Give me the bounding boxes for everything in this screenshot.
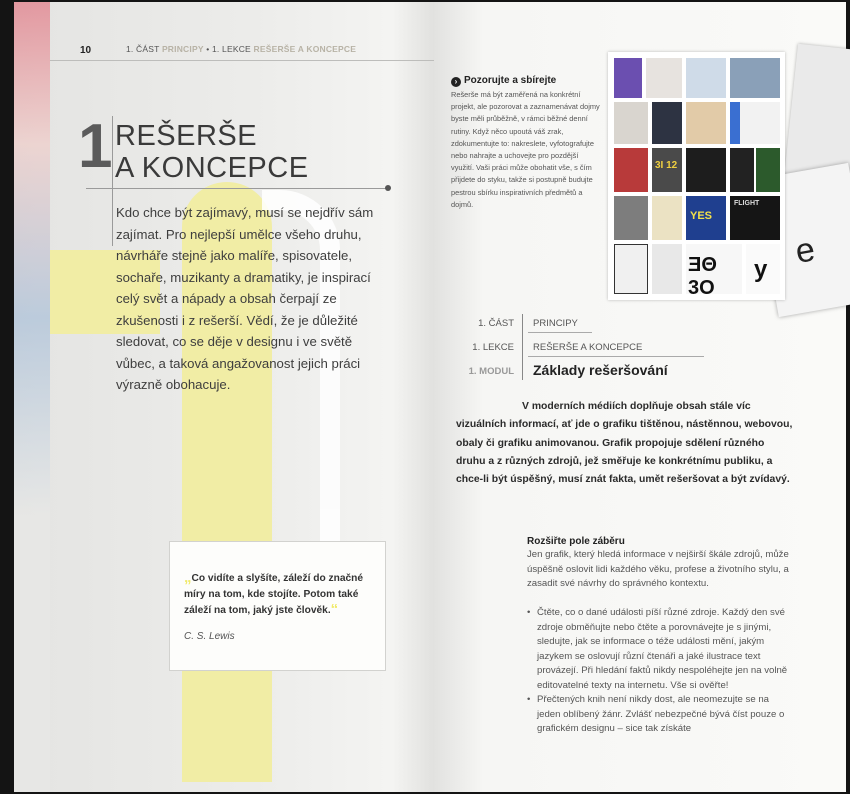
left-page bbox=[14, 2, 444, 792]
bullet-list bbox=[527, 606, 795, 737]
mosaic-tile bbox=[614, 244, 648, 294]
structure-vertical-rule bbox=[522, 314, 523, 380]
card-letter: e bbox=[792, 230, 818, 271]
quote-open-mark: „ bbox=[184, 569, 192, 586]
mosaic-tile-text: FLIGHT bbox=[734, 200, 760, 207]
quote-author: C. S. Lewis bbox=[184, 631, 235, 642]
title-rule-dot bbox=[385, 185, 391, 191]
running-head-lesson: 1. LEKCE bbox=[212, 44, 254, 54]
arrow-circle-icon: › bbox=[451, 77, 461, 87]
lead-paragraph: V moderních médiích doplňuje obsah stále víc vizuálních informací, ať jde o grafiku tištěnou, nástěnnou, webovou, obaly či grafiku animovanou. Grafik propojuje sdělení různého druhu a z různých zdrojů, jež směřuje ke konkrétnímu publiku, a chce-li být úspěšný, musí znát fakta, umět rešeršovat a být zvídavý. bbox=[456, 401, 793, 486]
bullet-item: • Čtěte, co o dané události píší různé zdroje. Každý den své zdroje obměňujte nebo čtěte a porovnávejte je s jinými, sledujte, jak se informace o téže události mění, jakým jazykem se oslovují různí čtenáři a jaké ilustrace text provázejí. Při hledání faktů nikdy nespoléhejte jen na volně editovatelné texty na internetu. Vše si ověřte! bbox=[527, 606, 795, 693]
chapter-title-line2: A KONCEPCE bbox=[115, 152, 309, 184]
mosaic-tile bbox=[652, 196, 682, 240]
mosaic-tile bbox=[730, 148, 754, 192]
intro-paragraph: Kdo chce být zajímavý, musí se nejdřív sám zajímat. Pro nejlepší umělce všeho druhu, návrháře stejně jako malíře, spisovatele, sochaře, muzikanty a dramatiky, je inspirací celý svět a nápady a obsah čerpají ze zkušenosti i z rešerší. Vědí, že je důležité sledovat, co se děje v designu i ve světě vůbec, a taková angažovanost jejich práci výrazně obohacuje. bbox=[116, 205, 374, 392]
title-vertical-rule bbox=[112, 116, 113, 246]
section-body: Jen grafik, který hledá informace v nejširší škále zdrojů, může úspěšně oslovit lidi každého věku, profese a životního stylu, a zasadit své návrhy do správného kontextu. bbox=[527, 549, 789, 589]
structure-label-module: 1. MODUL bbox=[468, 366, 514, 377]
mosaic-tile bbox=[730, 196, 780, 240]
title-rule bbox=[86, 188, 386, 189]
sidebar-title bbox=[451, 75, 556, 87]
quote-text: Co vidíte a slyšíte, záleží do značné míry na tom, kde stojíte. Potom také záleží na tom, jaký jste člověk. bbox=[184, 573, 364, 616]
sidebar-body: Rešerše má být zaměřená na konkrétní projekt, ale pozorovat a zaznamenávat dojmy byste měli průběžně, v rámci běžné denní rutiny. Když něco upoutá váš zrak, zdokumentujte to: nakreslete, vyfotografujte nebo nahrajte a uchovejte pro pozdější využití. Vaši práci může obohatit vše, s čím přijdete do styku, takže si postupně budujte pestrou sbírku inspirativních předmětů a dojmů. bbox=[451, 90, 600, 209]
running-head-sep: • bbox=[203, 44, 212, 54]
structure-rule bbox=[528, 332, 592, 333]
mosaic-tile bbox=[652, 244, 682, 294]
chapter-title-line1: REŠERŠE bbox=[115, 120, 258, 152]
running-head-part-name: PRINCIPY bbox=[161, 44, 204, 54]
running-head bbox=[126, 44, 356, 54]
mosaic-tile bbox=[652, 148, 682, 192]
structure-label-part: 1. ČÁST bbox=[478, 318, 514, 329]
chapter-number: 1 bbox=[78, 112, 113, 181]
mosaic-tile bbox=[614, 196, 648, 240]
quote-box bbox=[169, 541, 386, 671]
mosaic-tile bbox=[614, 148, 648, 192]
section-title: Rozšiřte pole záběru bbox=[527, 536, 625, 547]
module-title: Základy rešeršování bbox=[533, 362, 668, 378]
running-head-lesson-name: REŠERŠE A KONCEPCE bbox=[253, 44, 357, 54]
mosaic-tile bbox=[686, 102, 726, 144]
sidebar-title-text: Pozorujte a sbírejte bbox=[464, 75, 557, 86]
mosaic-tile-text: y bbox=[754, 256, 768, 283]
mosaic-tile bbox=[730, 58, 780, 98]
mosaic-tile-text: 3Ι 12 bbox=[655, 160, 678, 171]
mosaic-tile bbox=[730, 102, 780, 144]
quote-text-block bbox=[184, 570, 369, 619]
running-head-part: 1. ČÁST bbox=[126, 44, 162, 54]
image-mosaic bbox=[608, 52, 785, 300]
mosaic-tile bbox=[614, 58, 642, 98]
mosaic-tile-text: ƎΘ 3Ο bbox=[688, 254, 717, 294]
mosaic-tile bbox=[686, 148, 726, 192]
mosaic-tile bbox=[686, 196, 726, 240]
mosaic-tile bbox=[646, 58, 682, 98]
mosaic-tile bbox=[686, 58, 726, 98]
structure-value-part: PRINCIPY bbox=[533, 318, 578, 329]
page-edge-stripe bbox=[14, 2, 50, 792]
structure-rule bbox=[528, 356, 704, 357]
mosaic-tile bbox=[686, 244, 742, 294]
header-rule bbox=[50, 60, 450, 61]
mosaic-tile bbox=[756, 148, 780, 192]
quote-close-mark: “ bbox=[330, 601, 339, 618]
bullet-item: • Přečtených knih není nikdy dost, ale neomezujte se na jeden oblíbený žánr. Zvlášť nebezpečné bývá číst pouze o grafickém designu – sice tak získáte bbox=[527, 693, 795, 737]
structure-label-lesson: 1. LEKCE bbox=[472, 342, 514, 353]
mosaic-tile-text: YES bbox=[690, 210, 713, 222]
mosaic-tile bbox=[652, 102, 682, 144]
mosaic-tile bbox=[746, 244, 780, 294]
mosaic-tile bbox=[614, 102, 648, 144]
structure-value-lesson: REŠERŠE A KONCEPCE bbox=[533, 342, 643, 353]
page-number: 10 bbox=[80, 45, 92, 56]
